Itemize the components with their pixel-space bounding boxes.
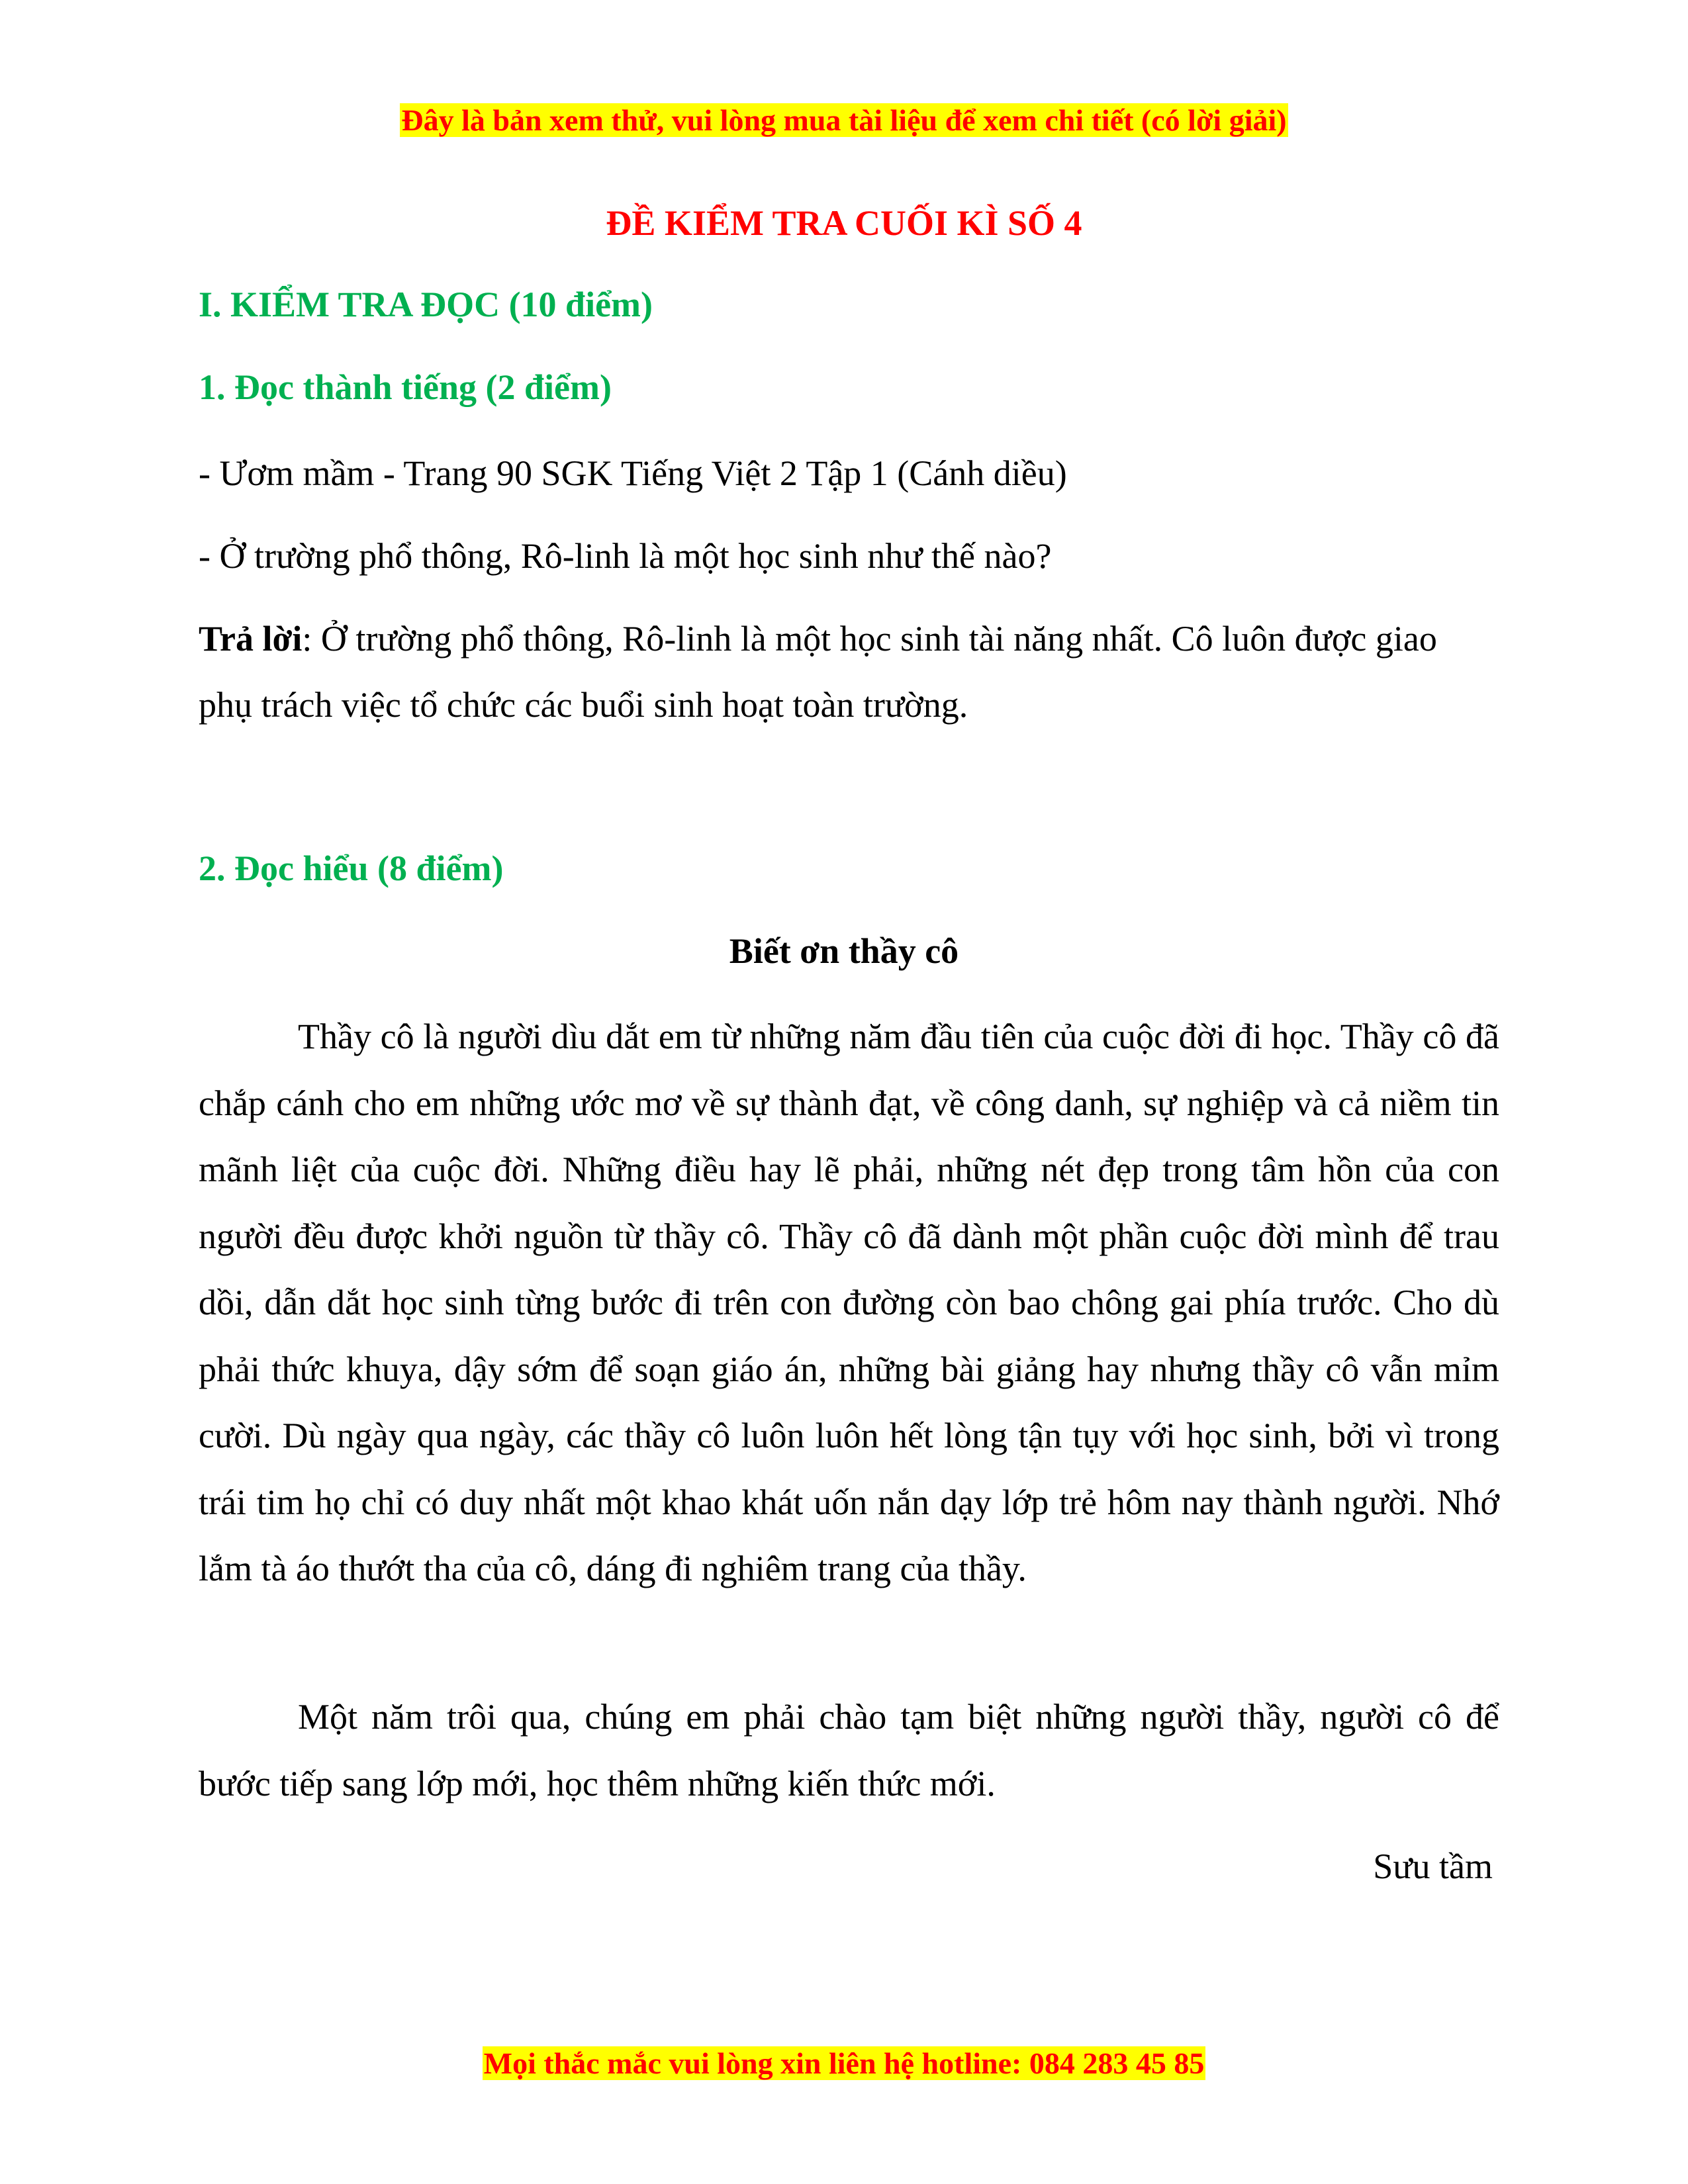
answer-text: : Ở trường phổ thông, Rô-linh là một học sinh tài năng nhất. Cô luôn được giao phụ trách việc tổ chức các buổi sinh hoạt toàn trường.: [199, 619, 1437, 725]
story-paragraph-1: Thầy cô là người dìu dắt em từ những năm đầu tiên của cuộc đời đi học. Thầy cô đã chắp cánh cho em những ước mơ về sự thành đạt, về công danh, sự nghiệp và cả niềm tin mãnh liệt của cuộc đời. Những điều hay lẽ phải, những nét đẹp trong tâm hồn của con người đều được khởi nguồn từ thầy cô. Thầy cô đã dành một phần cuộc đời mình để trau dồi, dẫn dắt học sinh từng bước đi trên con đường còn bao chông gai phía trước. Cho dù phải thức khuya, dậy sớm để soạn giáo án, những bài giảng hay nhưng thầy cô vẫn mỉm cười. Dù ngày qua ngày, các thầy cô luôn luôn hết lòng tận tụy với học sinh, bởi vì trong trái tim họ chỉ có duy nhất một khao khát uốn nắn dạy lớp trẻ hôm nay thành người. Nhớ lắm tà áo thướt tha của cô, dáng đi nghiêm trang của thầy.: [199, 1017, 1499, 1588]
story-paragraph-2: Một năm trôi qua, chúng em phải chào tạm biệt những người thầy, người cô để bước tiếp sang lớp mới, học thêm những kiến thức mới.: [199, 1697, 1499, 1803]
answer-label: Trả lời: [199, 619, 303, 659]
exam-title: ĐỀ KIỂM TRA CUỐI KÌ SỐ 4: [606, 203, 1082, 243]
answer-paragraph: [199, 606, 1496, 738]
part-heading-read-aloud: 1. Đọc thành tiếng (2 điểm): [199, 367, 612, 407]
preview-notice-text: Đây là bản xem thử, vui lòng mua tài liệu để xem chi tiết (có lời giải): [401, 103, 1287, 137]
reading-assignment-line: - Ươm mầm - Trang 90 SGK Tiếng Việt 2 Tập 1 (Cánh diều): [199, 453, 1067, 493]
part-heading-comprehension: 2. Đọc hiểu (8 điểm): [199, 848, 504, 888]
reading-question-line: - Ở trường phổ thông, Rô-linh là một học sinh như thế nào?: [199, 536, 1052, 576]
hotline-text: Mọi thắc mắc vui lòng xin liên hệ hotline: 084 283 45 85: [483, 2046, 1205, 2080]
story-source: Sưu tầm: [1373, 1846, 1493, 1886]
section-heading-reading: I. KIỂM TRA ĐỌC (10 điểm): [199, 285, 653, 324]
story-title: Biết ơn thầy cô: [729, 931, 959, 971]
hotline-banner: [0, 2044, 1688, 2083]
preview-notice-banner: [0, 101, 1688, 140]
